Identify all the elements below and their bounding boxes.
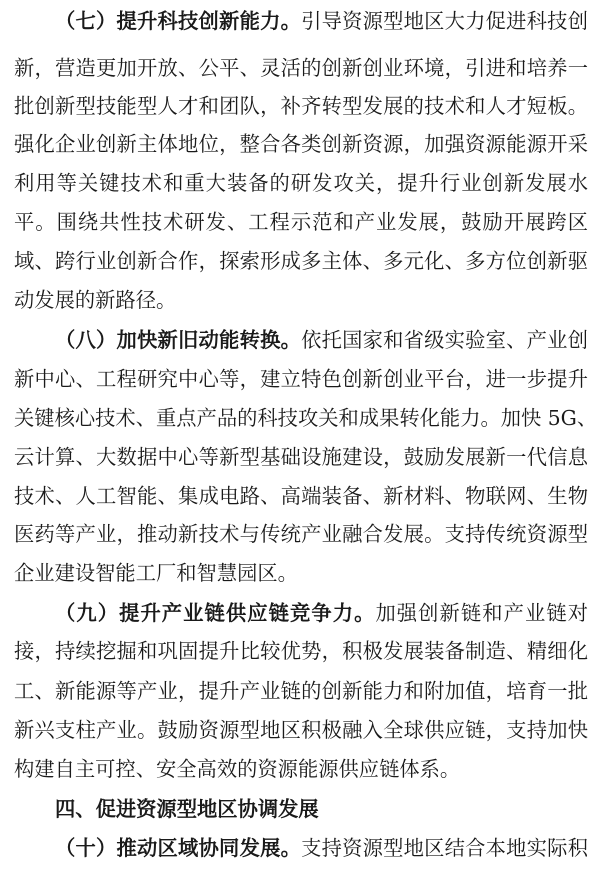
paragraph-7-text: 引导资源型地区大力促进科技创 xyxy=(301,9,588,33)
paragraph-8-line-6: 医药等产业，推动新技术与传统产业融合发展。支持传统资源型 xyxy=(14,522,588,546)
paragraph-7-line-5: 利用等关键技术和重大装备的研发攻关，提升行业创新发展水 xyxy=(14,171,588,195)
paragraph-7-line-8: 动发展的新路径。 xyxy=(14,288,177,312)
paragraph-7-line-7: 域、跨行业创新合作，探索形成多主体、多元化、多方位创新驱 xyxy=(14,249,588,273)
paragraph-8-heading: （八）加快新旧动能转换。 xyxy=(55,328,302,352)
paragraph-7-line-1 xyxy=(55,6,588,36)
paragraph-7-line-2: 新，营造更加开放、公平、灵活的创新创业环境，引进和培养一 xyxy=(14,56,588,80)
paragraph-9-line-4: 新兴支柱产业。鼓励资源型地区积极融入全球供应链，支持加快 xyxy=(14,718,588,742)
paragraph-9-line-2: 接，持续挖掘和巩固提升比较优势，积极发展装备制造、精细化 xyxy=(14,639,588,663)
paragraph-8-line-2: 新中心、工程研究中心等，建立特色创新创业平台，进一步提升 xyxy=(14,367,588,391)
section-4-heading: 四、促进资源型地区协调发展 xyxy=(55,797,319,821)
paragraph-7-line-3: 批创新型技能型人才和团队，补齐转型发展的技术和人才短板。 xyxy=(14,94,588,118)
paragraph-8-line-5: 技术、人工智能、集成电路、高端装备、新材料、物联网、生物 xyxy=(14,484,588,508)
paragraph-7-line-4: 强化企业创新主体地位，整合各类创新资源，加强资源能源开采 xyxy=(14,132,588,156)
paragraph-9-line-1 xyxy=(55,598,588,628)
paragraph-10-line-1 xyxy=(55,833,588,863)
paragraph-8-text: 依托国家和省级实验室、产业创 xyxy=(301,328,588,352)
paragraph-7-line-6: 平。围绕共性技术研发、工程示范和产业发展，鼓励开展跨区 xyxy=(14,210,588,234)
paragraph-9-line-3: 工、新能源等产业，提升产业链的创新能力和附加值，培育一批 xyxy=(14,679,588,703)
paragraph-8-line-1 xyxy=(55,325,588,355)
paragraph-8-line-7: 企业建设智能工厂和智慧园区。 xyxy=(14,561,298,585)
paragraph-9-text: 加强创新链和产业链对 xyxy=(375,601,588,625)
paragraph-8-line-4: 云计算、大数据中心等新型基础设施建设，鼓励发展新一代信息 xyxy=(14,445,588,469)
paragraph-9-heading: （九）提升产业链供应链竞争力。 xyxy=(55,601,376,625)
paragraph-10-heading: （十）推动区域协同发展。 xyxy=(55,836,302,860)
paragraph-10-text: 支持资源型地区结合本地实际积 xyxy=(301,836,588,860)
paragraph-8-line-3: 关键核心技术、重点产品的科技攻关和成果转化能力。加快 5G、 xyxy=(14,406,598,430)
paragraph-9-line-5: 构建自主可控、安全高效的资源能源供应链体系。 xyxy=(14,757,461,781)
paragraph-7-heading: （七）提升科技创新能力。 xyxy=(55,9,302,33)
